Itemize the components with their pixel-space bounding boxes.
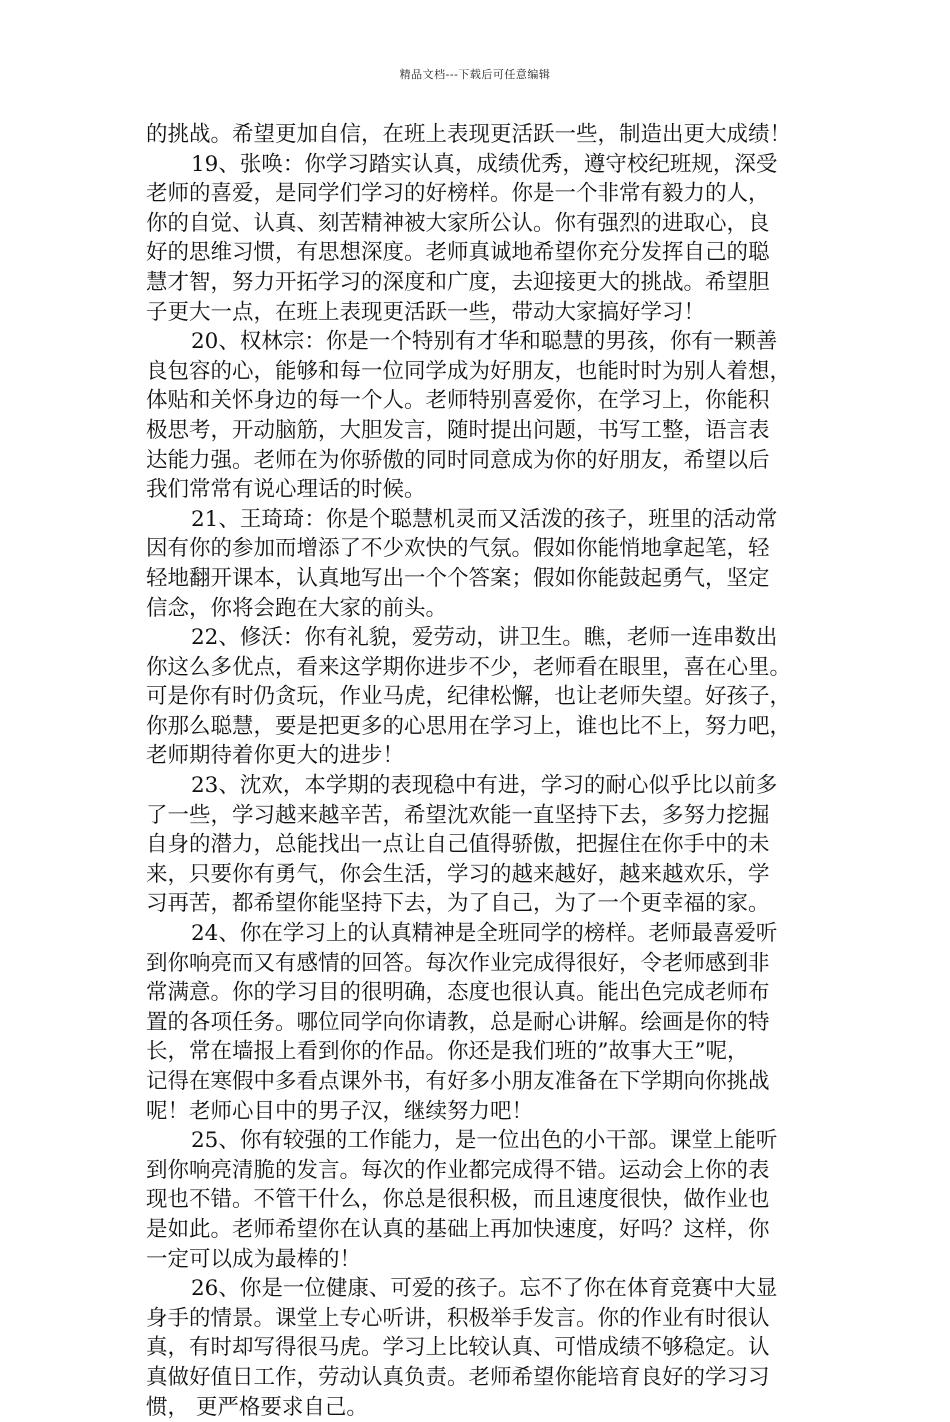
text-line: 真做好值日工作，劳动认真负责。老师希望你能培育良好的学习习 bbox=[146, 1364, 770, 1390]
text-line: 来，只要你有勇气，你会生活，学习的越来越好，越来越欢乐，学 bbox=[146, 861, 770, 887]
document-body bbox=[146, 120, 814, 1422]
paragraph-start-line: 21、王琦琦：你是个聪慧机灵而又活泼的孩子，班里的活动常 bbox=[191, 506, 778, 532]
text-line: 现也不错。不管干什么，你总是很积极，而且速度很快，做作业也 bbox=[146, 1187, 770, 1213]
text-line: 子更大一点，在班上表现更活跃一些，带动大家搞好学习！ bbox=[146, 299, 706, 325]
text-line: 记得在寒假中多看点课外书，有好多小朋友准备在下学期向你挑战 bbox=[146, 1069, 770, 1094]
text-line: 老师期待着你更大的进步！ bbox=[146, 743, 405, 769]
text-line: 好的思维习惯，有思想深度。老师真诚地希望你充分发挥自己的聪 bbox=[146, 240, 770, 266]
text-line: 老师的喜爱，是同学们学习的好榜样。你是一个非常有毅力的人， bbox=[146, 181, 770, 207]
text-line: 置的各项任务。哪位同学向你请教，总是耐心讲解。绘画是你的特 bbox=[146, 1009, 770, 1035]
text-line: 自身的潜力，总能找出一点让自己值得骄傲，把握住在你手中的未 bbox=[146, 832, 770, 858]
text-line: 因有你的参加而增添了不少欢快的气氛。假如你能悄地拿起笔，轻 bbox=[146, 536, 770, 562]
paragraph-start-line: 19、张唤：你学习踏实认真，成绩优秀，遵守校纪班规，深受 bbox=[191, 151, 778, 177]
text-line: 常满意。你的学习目的很明确，态度也很认真。能出色完成老师布 bbox=[146, 980, 770, 1006]
paragraph-start-line: 25、你有较强的工作能力，是一位出色的小干部。课堂上能听 bbox=[191, 1128, 778, 1154]
paragraph-start-line: 24、你在学习上的认真精神是全班同学的榜样。老师最喜爱听 bbox=[191, 921, 778, 947]
text-line: 身手的情景。课堂上专心听讲，积极举手发言。你的作业有时很认 bbox=[146, 1305, 770, 1331]
text-line: 了一些，学习越来越辛苦，希望沈欢能一直坚持下去，多努力挖掘 bbox=[146, 802, 770, 828]
text-line: 你的自觉、认真、刻苦精神被大家所公认。你有强烈的进取心，良 bbox=[146, 210, 770, 236]
text-line: 呢！老师心目中的男子汉，继续努力吧！ bbox=[146, 1098, 534, 1124]
text-line: 是如此。老师希望你在认真的基础上再加快速度，好吗？这样，你 bbox=[146, 1216, 770, 1242]
text-line: 达能力强。老师在为你骄傲的同时同意成为你的好朋友，希望以后 bbox=[146, 447, 770, 473]
paragraph-start-line: 20、权林宗：你是一个特别有才华和聪慧的男孩，你有一颗善 bbox=[191, 329, 778, 355]
text-line: 慧才智，努力开拓学习的深度和广度，去迎接更大的挑战。希望胆 bbox=[146, 269, 770, 295]
text-line: 的挑战。希望更加自信，在班上表现更活跃一些，制造出更大成绩！ bbox=[146, 122, 792, 147]
text-line: 到你响亮清脆的发言。每次的作业都完成得不错。运动会上你的表 bbox=[146, 1157, 770, 1183]
text-line: 你这么多优点，看来这学期你进步不少，老师看在眼里，喜在心里。 bbox=[146, 654, 792, 680]
paragraph-start-line: 22、修沃：你有礼貌，爱劳动，讲卫生。瞧，老师一连串数出 bbox=[191, 625, 778, 651]
text-line: 真，有时却写得很马虎。学习上比较认真、可惜成绩不够稳定。认 bbox=[146, 1335, 770, 1361]
text-line: 你那么聪慧，要是把更多的心思用在学习上，谁也比不上，努力吧， bbox=[146, 713, 792, 739]
text-line: 体贴和关怀身边的每一个人。老师特别喜爱你，在学习上，你能积 bbox=[146, 388, 770, 414]
text-line: 轻地翻开课本，认真地写出一个个答案；假如你能鼓起勇气，坚定 bbox=[146, 565, 770, 591]
text-line: 良包容的心，能够和每一位同学成为好朋友，也能时时为别人着想， bbox=[146, 358, 792, 384]
text-line: 长，常在墙报上看到你的作品。你还是我们班的”故事大王”呢， bbox=[146, 1039, 749, 1065]
page-header: 精品文档---下载后可任意编辑 bbox=[399, 68, 551, 81]
text-line: 极思考，开动脑筋，大胆发言，随时提出问题，书写工整，语言表 bbox=[146, 417, 770, 443]
text-line: 习再苦，都希望你能坚持下去，为了自己，为了一个更幸福的家。 bbox=[146, 891, 770, 917]
text-line: 惯， 更严格要求自己。 bbox=[146, 1394, 368, 1420]
text-line: 我们常常有说心理话的时候。 bbox=[146, 477, 426, 503]
text-line: 信念，你将会跑在大家的前头。 bbox=[146, 595, 448, 621]
text-line: 一定可以成为最棒的！ bbox=[146, 1246, 362, 1272]
text-line: 到你响亮而又有感情的回答。每次作业完成得很好，令老师感到非 bbox=[146, 950, 770, 976]
text-line: 可是你有时仍贪玩，作业马虎，纪律松懈，也让老师失望。好孩子， bbox=[146, 684, 792, 710]
paragraph-start-line: 26、你是一位健康、可爱的孩子。忘不了你在体育竞赛中大显 bbox=[191, 1276, 778, 1302]
paragraph-start-line: 23、沈欢，本学期的表现稳中有进，学习的耐心似乎比以前多 bbox=[191, 773, 778, 799]
